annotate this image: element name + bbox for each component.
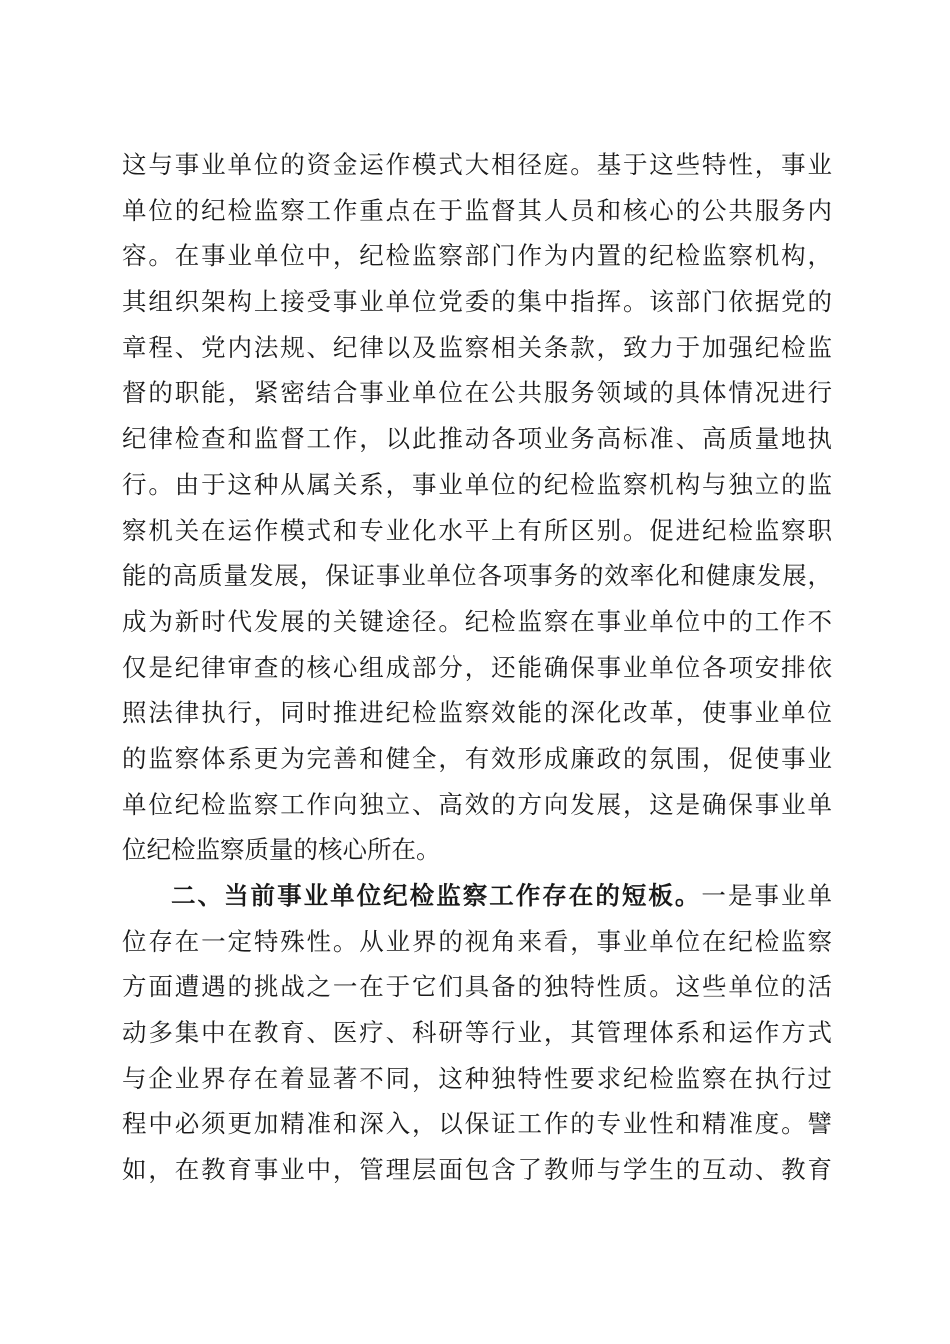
text-line: 容。在事业单位中，纪检监察部门作为内置的纪检监察机构，	[122, 241, 832, 271]
text-line: 章程、党内法规、纪律以及监察相关条款，致力于加强纪检监	[122, 332, 832, 362]
text-line: 位存在一定特殊性。从业界的视角来看，事业单位在纪检监察	[122, 926, 832, 956]
text-line: 如，在教育事业中，管理层面包含了教师与学生的互动、教育	[122, 1155, 832, 1185]
text-line: 能的高质量发展，保证事业单位各项事务的效率化和健康发展，	[122, 561, 832, 591]
text-line: 动多集中在教育、医疗、科研等行业，其管理体系和运作方式	[122, 1018, 832, 1048]
text-line: 纪律检查和监督工作，以此推动各项业务高标准、高质量地执	[122, 424, 832, 454]
text-line: 其组织架构上接受事业单位党委的集中指挥。该部门依据党的	[122, 287, 832, 317]
text-line: 这与事业单位的资金运作模式大相径庭。基于这些特性，事业	[122, 150, 832, 179]
heading-followup-text: 一是事业单	[701, 881, 832, 910]
text-line: 单位纪检监察工作向独立、高效的方向发展，这是确保事业单	[122, 789, 832, 819]
text-line: 位纪检监察质量的核心所在。	[122, 835, 441, 865]
text-line: 与企业界存在着显著不同，这种独特性要求纪检监察在执行过	[122, 1063, 832, 1093]
text-line: 察机关在运作模式和专业化水平上有所区别。促进纪检监察职	[122, 515, 832, 545]
text-line: 程中必须更加精准和深入，以保证工作的专业性和精准度。譬	[122, 1109, 832, 1139]
body-text	[122, 142, 832, 1193]
text-line: 成为新时代发展的关键途径。纪检监察在事业单位中的工作不	[122, 606, 832, 636]
paragraph-first-line	[122, 873, 832, 919]
text-line: 仅是纪律审查的核心组成部分，还能确保事业单位各项安排依	[122, 652, 832, 682]
text-line: 的监察体系更为完善和健全，有效形成廉政的氛围，促使事业	[122, 743, 832, 773]
text-line: 行。由于这种从属关系，事业单位的纪检监察机构与独立的监	[122, 469, 832, 499]
section-heading: 二、当前事业单位纪检监察工作存在的短板。	[171, 881, 702, 910]
text-line: 照法律执行，同时推进纪检监察效能的深化改革，使事业单位	[122, 698, 832, 728]
text-line: 单位的纪检监察工作重点在于监督其人员和核心的公共服务内	[122, 195, 832, 225]
text-line: 督的职能，紧密结合事业单位在公共服务领域的具体情况进行	[122, 378, 832, 408]
text-line: 方面遭遇的挑战之一在于它们具备的独特性质。这些单位的活	[122, 972, 832, 1002]
